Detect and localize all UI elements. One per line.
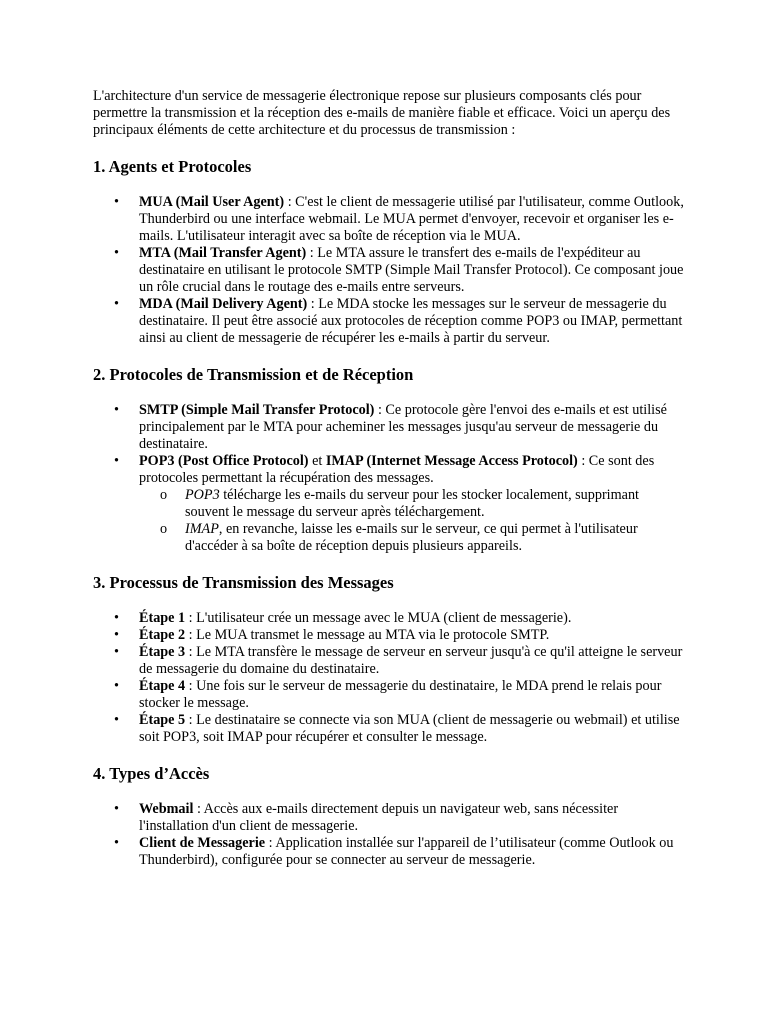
sub-item-em: IMAP (185, 521, 219, 537)
list-item (93, 610, 685, 627)
sub-item-text: télécharge les e-mails du serveur pour les stocker localement, supprimant souvent le message du serveur après téléchargement. (185, 487, 639, 520)
list-agents (93, 194, 685, 347)
bullet-icon: • (114, 627, 119, 643)
item-text: : Le MDA stocke les messages sur le serveur de messagerie du destinataire. Il peut être associé aux protocoles de réception comme POP3 ou IMAP, permettant ainsi au client de messagerie de récupérer les e-mails à partir du serveur. (139, 296, 683, 346)
sub-bullet-icon: o (160, 521, 168, 537)
item-term: Étape 5 (139, 712, 186, 728)
bullet-icon: • (114, 678, 119, 694)
bullet-icon: • (114, 453, 119, 469)
bullet-icon: • (114, 712, 119, 728)
list-item (93, 712, 685, 746)
item-text: : Le destinataire se connecte via son MUA (client de messagerie ou webmail) et utilise soit POP3, soit IMAP pour récupérer et consulter le message. (139, 712, 680, 745)
item-text: : Le MTA transfère le message de serveur en serveur jusqu'à ce qu'il atteigne le serveur de messagerie du domaine du destinataire. (139, 644, 683, 677)
list-item (93, 453, 685, 555)
list-protocols (93, 402, 685, 555)
list-item (93, 627, 685, 644)
bullet-icon: • (114, 835, 119, 851)
item-term: Étape 2 (139, 627, 186, 643)
intro-paragraph: L'architecture d'un service de messagerie électronique repose sur plusieurs composants clés pour permettre la transmission et la réception des e-mails de manière fiable et efficace. Voici un aperçu des principaux éléments de cette architecture et du processus de transmission : (93, 88, 671, 138)
item-term: Webmail (139, 801, 194, 817)
sub-bullet-icon: o (160, 487, 168, 503)
item-term: MDA (Mail Delivery Agent) (139, 296, 308, 312)
section-heading-agents: 1. Agents et Protocoles (93, 157, 252, 176)
list-item (93, 402, 685, 453)
section-heading-process: 3. Processus de Transmission des Messages (93, 573, 394, 592)
item-term: POP3 (Post Office Protocol) (139, 453, 309, 469)
sub-item-em: POP3 (185, 487, 220, 503)
bullet-icon: • (114, 610, 119, 626)
item-term: MUA (Mail User Agent) (139, 194, 285, 210)
item-text: : Une fois sur le serveur de messagerie du destinataire, le MDA prend le relais pour stocker le message. (139, 678, 662, 711)
item-text: : Ce sont des protocoles permettant la récupération des messages. (139, 453, 655, 486)
item-term: SMTP (Simple Mail Transfer Protocol) (139, 402, 375, 418)
list-item (93, 245, 685, 296)
bullet-icon: • (114, 801, 119, 817)
item-text: : Le MUA transmet le message au MTA via le protocole SMTP. (185, 627, 550, 643)
item-mid: et (308, 453, 326, 469)
list-item (93, 644, 685, 678)
bullet-icon: • (114, 402, 119, 418)
section-heading-protocols: 2. Protocoles de Transmission et de Réception (93, 365, 414, 384)
item-term: Étape 1 (139, 610, 186, 626)
list-item (93, 835, 685, 869)
item-text: : Ce protocole gère l'envoi des e-mails et est utilisé principalement par le MTA pour acheminer les messages jusqu'au serveur de messagerie du destinataire. (139, 402, 667, 452)
item-term: MTA (Mail Transfer Agent) (139, 245, 307, 261)
item-text: : C'est le client de messagerie utilisé par l'utilisateur, comme Outlook, Thunderbird ou une interface webmail. Le MUA permet d'envoyer, recevoir et organiser les e-mails. L'utilisateur interagit avec sa boîte de réception via le MUA. (139, 194, 684, 244)
list-access (93, 801, 685, 869)
document-body (93, 88, 685, 869)
item-text: : Application installée sur l'appareil de l’utilisateur (comme Outlook ou Thunderbird), configurée pour se connecter au serveur de messagerie. (139, 835, 674, 868)
item-text: : L'utilisateur crée un message avec le MUA (client de messagerie). (185, 610, 572, 626)
list-item (93, 801, 685, 835)
sub-list-item (139, 521, 685, 555)
bullet-icon: • (114, 194, 119, 210)
item-term: Étape 3 (139, 644, 186, 660)
list-item (93, 296, 685, 347)
bullet-icon: • (114, 245, 119, 261)
section-heading-access: 4. Types d’Accès (93, 764, 210, 783)
list-item (93, 194, 685, 245)
item-term: Client de Messagerie (139, 835, 266, 851)
list-process (93, 610, 685, 746)
sub-list-item (139, 487, 685, 521)
item-text: : Accès aux e-mails directement depuis un navigateur web, sans nécessiter l'installation d'un client de messagerie. (139, 801, 619, 834)
item-term: Étape 4 (139, 678, 186, 694)
item-term-2: IMAP (Internet Message Access Protocol) (325, 453, 578, 469)
sub-list (139, 487, 685, 555)
bullet-icon: • (114, 644, 119, 660)
item-text: : Le MTA assure le transfert des e-mails de l'expéditeur au destinataire en utilisant le protocole SMTP (Simple Mail Transfer Protocol). Ce composant joue un rôle crucial dans le routage des e-mails entre serveurs. (139, 245, 684, 295)
list-item (93, 678, 685, 712)
sub-item-text: , en revanche, laisse les e-mails sur le serveur, ce qui permet à l'utilisateur d'accéder à sa boîte de réception depuis plusieurs appareils. (185, 521, 638, 554)
bullet-icon: • (114, 296, 119, 312)
